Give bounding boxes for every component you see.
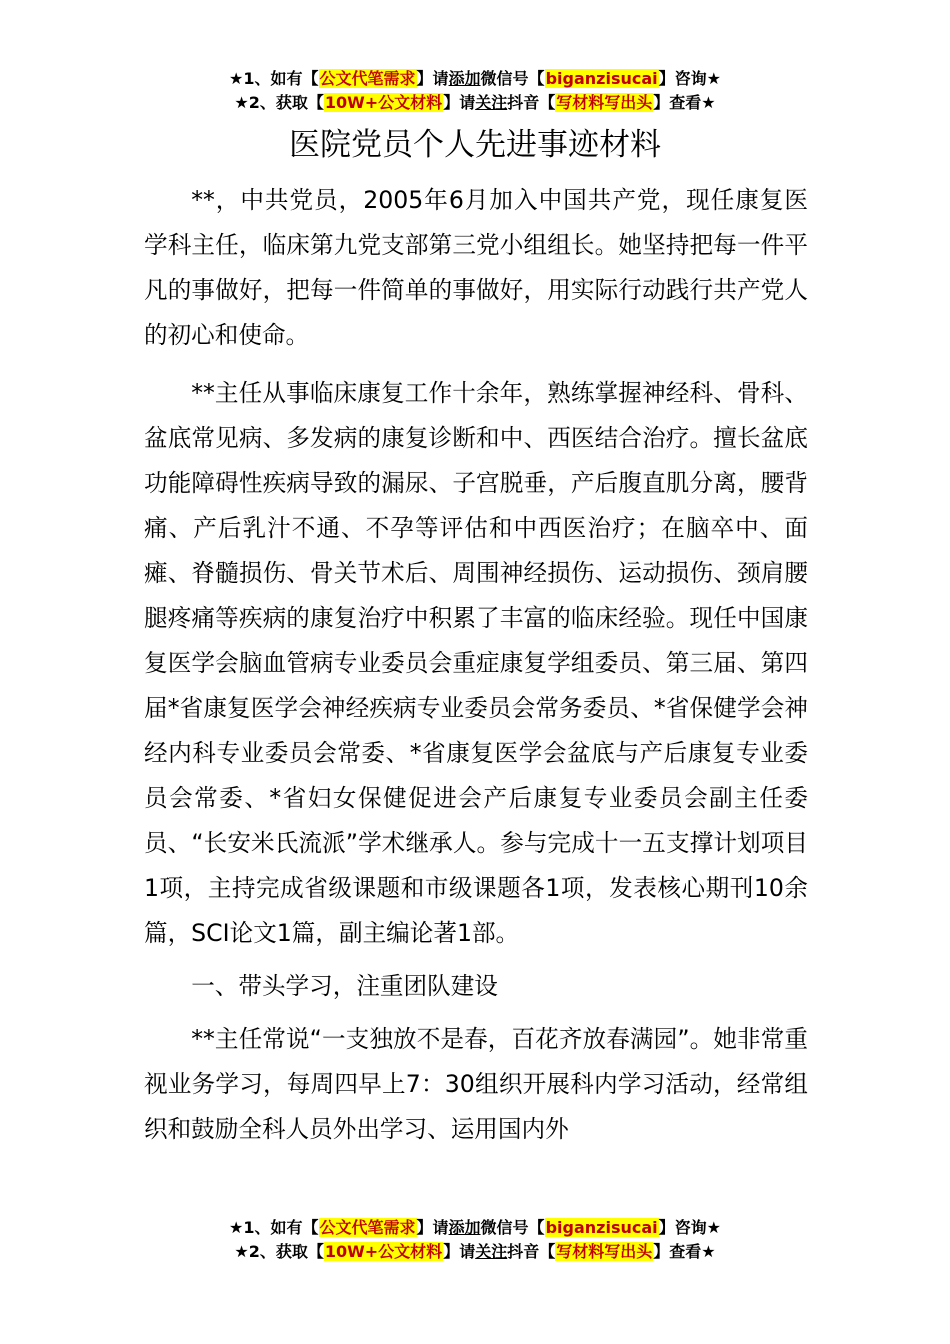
paragraph-intro: **，中共党员，2005年6月加入中国共产党，现任康复医学科主任，临床第九党支部第三党小组组长。她坚持把每一件平凡的事做好，把每一件简单的事做好，用实际行动践行共产党人的初心和使命。 [144, 186, 808, 349]
banner-line-2 [0, 91, 950, 115]
banner-text: ★2、获取【 [234, 1242, 324, 1261]
banner-text: 】查看★ [653, 1242, 716, 1261]
banner-wechat-id: biganzisucai [545, 69, 658, 88]
banner-text: 】咨询★ [658, 1218, 721, 1237]
banner-wechat-id: biganzisucai [545, 1218, 658, 1237]
banner-line-1 [0, 1216, 950, 1240]
banner-douyin-id: 写材料写出头 [556, 93, 653, 112]
banner-line-1 [0, 67, 950, 91]
banner-text: 抖音【 [507, 1242, 556, 1261]
banner-text: 微信号【 [480, 1218, 545, 1237]
banner-underline: 关注 [475, 1242, 508, 1261]
document-body [144, 178, 808, 1165]
banner-text: ★1、如有【 [229, 1218, 319, 1237]
banner-text: 】咨询★ [658, 69, 721, 88]
banner-underline: 添加 [448, 1218, 481, 1237]
banner-douyin-id: 写材料写出头 [556, 1242, 653, 1261]
banner-text: 】查看★ [653, 93, 716, 112]
banner-highlight: 公文代笔需求 [319, 1218, 416, 1237]
banner-text: 抖音【 [507, 93, 556, 112]
banner-line-2 [0, 1240, 950, 1264]
banner-text: 】请 [443, 1242, 476, 1261]
banner-text: 】请 [416, 69, 449, 88]
banner-text: ★2、获取【 [234, 93, 324, 112]
banner-underline: 添加 [448, 69, 481, 88]
document-title: 医院党员个人先进事迹材料 [289, 127, 661, 163]
banner-text: 】请 [416, 1218, 449, 1237]
section-heading-1: 一、带头学习，注重团队建设 [191, 972, 498, 1000]
banner-text: 微信号【 [480, 69, 545, 88]
paragraph-team-building: **主任常说“一支独放不是春，百花齐放春满园”。她非常重视业务学习，每周四早上7：30组织开展科内学习活动，经常组织和鼓励全科人员外出学习、运用国内外 [144, 1025, 808, 1143]
paragraph-expertise: **主任从事临床康复工作十余年，熟练掌握神经科、骨科、盆底常见病、多发病的康复诊断和中、西医结合治疗。擅长盆底功能障碍性疾病导致的漏尿、子宫脱垂，产后腹直肌分离，腰背痛、产后乳汁不通、不孕等评估和中西医治疗；在脑卒中、面瘫、脊髓损伤、骨关节术后、周围神经损伤、运动损伤、颈肩腰腿疼痛等疾病的康复治疗中积累了丰富的临床经验。现任中国康复医学会脑血管病专业委员会重症康复学组委员、第三届、第四届*省康复医学会神经疾病专业委员会常务委员、*省保健学会神经内科专业委员会常委、*省康复医学会盆底与产后康复专业委员会常委、*省妇女保健促进会产后康复专业委员会副主任委员、“长安米氏流派”学术继承人。参与完成十一五支撑计划项目1项，主持完成省级课题和市级课题各1项，发表核心期刊10余篇，SCI论文1篇，副主编论著1部。 [144, 379, 808, 947]
banner-highlight: 10W+公文材料 [324, 93, 443, 112]
top-ad-banner [0, 67, 950, 115]
banner-underline: 关注 [475, 93, 508, 112]
banner-text: ★1、如有【 [229, 69, 319, 88]
banner-highlight: 10W+公文材料 [324, 1242, 443, 1261]
banner-highlight: 公文代笔需求 [319, 69, 416, 88]
banner-text: 】请 [443, 93, 476, 112]
bottom-ad-banner [0, 1216, 950, 1264]
